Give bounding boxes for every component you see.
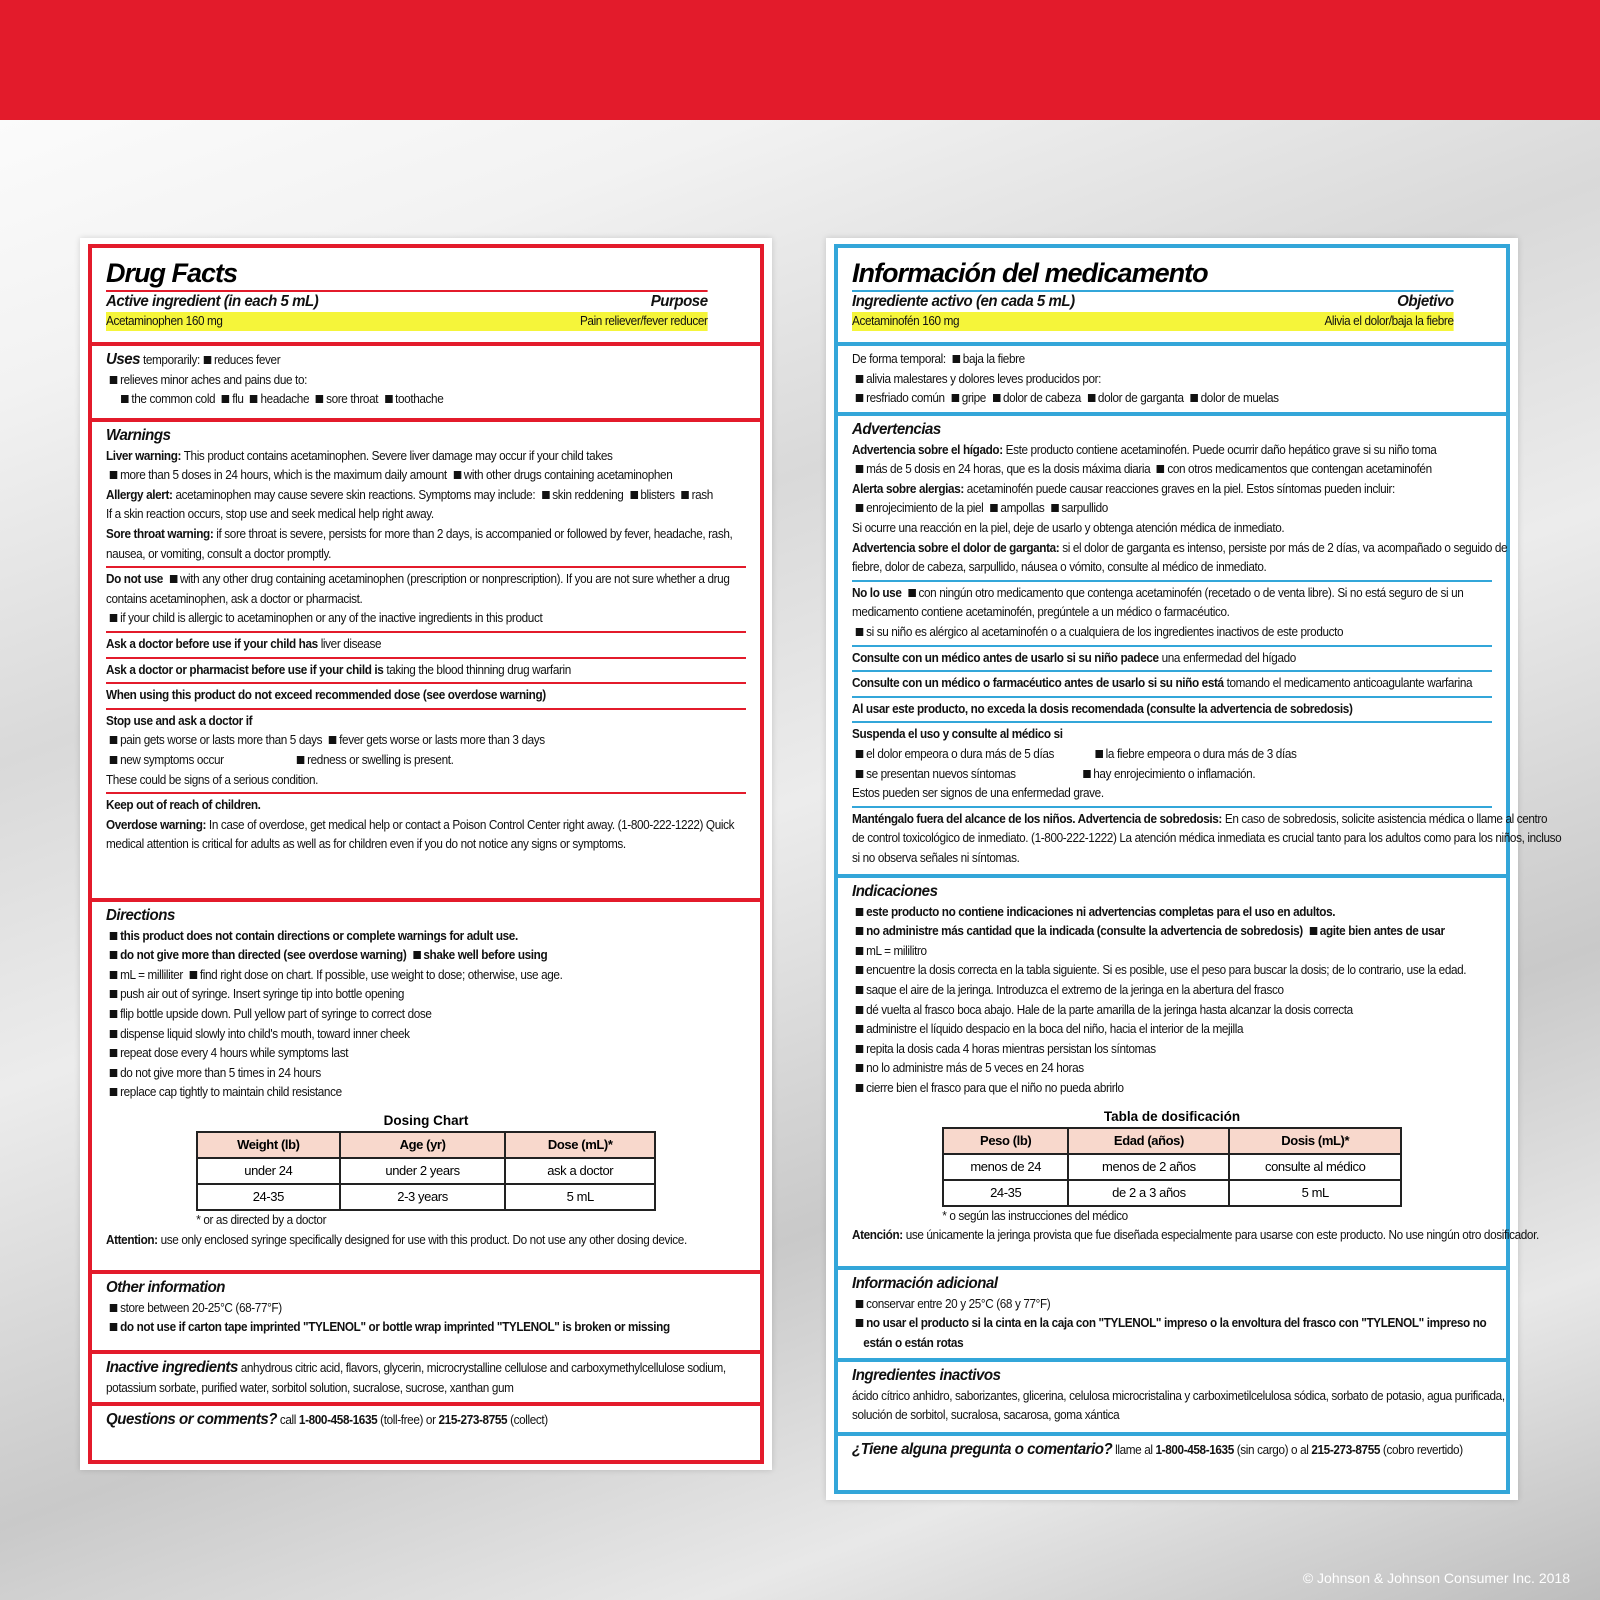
active-ingredient-section-es: Información del medicamento Ingrediente activo (en cada 5 mL) Objetivo Acetaminofén 160 mg Alivia el dolor/baja la fiebre <box>838 248 1506 346</box>
directions-section-es: Indicaciones este producto no contiene indicaciones ni advertencias completas para el uso en adultos. no administre más cantidad que la indicada (consulte la advertencia de sobredosis) agite bien antes de usar mL = mililitro encuentre la dosis correcta en la tabla siguiente. Si es posible, use el peso para buscar la dosis; de lo contrario, use la edad. saque el aire de la jeringa. Introduzca el extremo de la jeringa en la abertura del frasco dé vuelta al frasco boca abajo. Hale de la parte amarilla de la jeringa hasta alcanzar la dosis correcta administre el líquido despacio en la boca del niño, hacia el interior de la mejilla repita la dosis cada 4 horas mientras persistan los síntomas no lo administre más de 5 veces en 24 horas cierre bien el frasco para que el niño no pueda abrirlo Tabla de dosificación Peso (lb) Edad (años) Dosis (mL)* menos de 24 menos de 2 años consulte al médico 24-35 de 2 a 3 años 5 mL * o según las instrucciones del médico Atención: use únicamente la jeringa provista que fue diseñada especialmente para usarse con este producto. No use ningún otro dosificador. <box>838 878 1506 1270</box>
panel-title-es: Información del medicamento <box>852 258 1208 288</box>
dosing-table-es: Peso (lb) Edad (años) Dosis (mL)* menos de 24 menos de 2 años consulte al médico 24-35 de 2 a 3 años 5 mL <box>942 1127 1402 1207</box>
active-label: Active ingredient (in each 5 mL) <box>106 293 319 310</box>
table-row: 24-35 de 2 a 3 años 5 mL <box>943 1180 1401 1206</box>
dosing-table: Weight (lb) Age (yr) Dose (mL)* under 24 under 2 years ask a doctor 24-35 2-3 years 5 mL <box>196 1131 656 1211</box>
other-info-section: Other information store between 20-25°C (68-77°F) do not use if carton tape imprinted "TYLENOL" or bottle wrap imprinted "TYLENOL" is broken or missing <box>92 1274 760 1354</box>
active-ingredient-section <box>92 248 760 346</box>
purpose-value: Pain reliever/fever reducer <box>579 313 708 328</box>
questions-section-es: ¿Tiene alguna pregunta o comentario? llame al 1-800-458-1635 (sin cargo) o al 215-273-8755 (cobro revertido) <box>852 1441 1463 1458</box>
informacion-panel <box>826 238 1562 1500</box>
dosing-chart-title: Dosing Chart <box>383 1112 469 1128</box>
uses-section: Uses temporarily: reduces fever relieves minor aches and pains due to: the common cold flu headache sore throat toothache <box>92 346 760 422</box>
directions-heading: Directions <box>106 907 175 924</box>
table-row: menos de 24 menos de 2 años consulte al médico <box>943 1154 1401 1180</box>
uses-section-es: De forma temporal: baja la fiebre alivia malestares y dolores leves producidos por: resfriado común gripe dolor de cabeza dolor de garganta dolor de muelas <box>838 346 1506 416</box>
purpose-label: Purpose <box>650 293 708 310</box>
drug-facts-panel <box>80 238 772 1470</box>
top-red-banner <box>0 0 1600 120</box>
uses-heading: Uses <box>106 351 141 368</box>
panel-title: Drug Facts <box>106 258 238 288</box>
active-value: Acetaminophen 160 mg <box>106 313 223 328</box>
questions-section: Questions or comments? call 1-800-458-1635 (toll-free) or 215-273-8755 (collect) <box>106 1411 548 1428</box>
inactive-ingredients-section-es: Ingredientes inactivos ácido cítrico anhidro, saborizantes, glicerina, celulosa microcristalina y carboximetilcelulosa sódica, sorbato de potasio, agua purificada, solución de sorbitol, sucralosa, sacarosa, goma xántica <box>838 1362 1506 1436</box>
table-row: under 24 under 2 years ask a doctor <box>197 1158 655 1184</box>
inactive-ingredients-section: Inactive ingredients anhydrous citric acid, flavors, glycerin, microcrystalline cellulose and carboxymethylcellulose sodium, potassium sorbate, purified water, sorbitol solution, sucralose, sucrose, xanthan gum <box>92 1354 760 1406</box>
table-row: 24-35 2-3 years 5 mL <box>197 1184 655 1210</box>
warnings-heading: Warnings <box>106 427 171 444</box>
warnings-section-es: Advertencias Advertencia sobre el hígado: Este producto contiene acetaminofén. Puede ocurrir daño hepático grave si su niño toma más de 5 dosis en 24 horas, que es la dosis máxima diaria con otros medicamentos que contengan acetaminofén Alerta sobre alergias: acetaminofén puede causar reacciones graves en la piel. Estos síntomas pueden incluir: enrojecimiento de la piel ampollas sarpullido Si ocurre una reacción en la piel, deje de usarlo y obtenga atención médica de inmediato. Advertencia sobre el dolor de garganta: si el dolor de garganta es intenso, persiste por más de 2 días, va acompañado o seguido de fiebre, dolor de cabeza, sarpullido, náusea o vómito, consulte al médico de inmediato. No lo use con ningún otro medicamento que contenga acetaminofén (recetado o de venta libre). Si no está seguro de si un medicamento contiene acetaminofén, pregúntele a un médico o farmacéutico. si su niño es alérgico al acetaminofén o a cualquiera de los ingredientes inactivos de este producto Consulte con un médico antes de usarlo si su niño padece una enfermedad del hígado Consulte con un médico o farmacéutico antes de usarlo si su niño está tomando el medicamento anticoagulante warfarina Al usar este producto, no exceda la dosis recomendada (consulte la advertencia de sobredosis) Suspenda el uso y consulte al médico si el dolor empeora o dura más de 5 días la fiebre empeora o dura más de 3 días se presentan nuevos síntomas hay enrojecimiento o inflamación. Estos pueden ser signos de una enfermedad grave. Manténgalo fuera del alcance de los niños. Advertencia de sobredosis: En caso de sobredosis, solicite asistencia médica o llame al centro de control toxicológico de inmediato. (1-800-222-1222) La atención médica inmediata es crucial tanto para los adultos como para los niños, incluso si no observa señales ni síntomas. <box>838 416 1506 878</box>
copyright-text: © Johnson & Johnson Consumer Inc. 2018 <box>1302 1570 1570 1586</box>
directions-section: Directions this product does not contain directions or complete warnings for adult use. do not give more than directed (see overdose warning) shake well before using mL = milliliter find right dose on chart. If possible, use weight to dose; otherwise, use age. push air out of syringe. Insert syringe tip into bottle opening flip bottle upside down. Pull yellow part of syringe to correct dose dispense liquid slowly into child's mouth, toward inner cheek repeat dose every 4 hours while symptoms last do not give more than 5 times in 24 hours replace cap tightly to maintain child resistance Dosing Chart Weight (lb) Age (yr) Dose (mL)* under 24 under 2 years ask a doctor 24-35 2-3 years 5 mL * or as directed by a doctor Attention: use only enclosed syringe specifically designed for use with this product. Do not use any other dosing device. <box>92 902 760 1274</box>
warnings-section: Warnings Liver warning: This product contains acetaminophen. Severe liver damage may occur if your child takes more than 5 doses in 24 hours, which is the maximum daily amount with other drugs containing acetaminophen Allergy alert: acetaminophen may cause severe skin reactions. Symptoms may include: skin reddening blisters rash If a skin reaction occurs, stop use and seek medical help right away. Sore throat warning: if sore throat is severe, persists for more than 2 days, is accompanied or followed by fever, headache, rash, nausea, or vomiting, consult a doctor promptly. Do not use with any other drug containing acetaminophen (prescription or nonprescription). If you are not sure whether a drug contains acetaminophen, ask a doctor or pharmacist. if your child is allergic to acetaminophen or any of the inactive ingredients in this product Ask a doctor before use if your child has liver disease Ask a doctor or pharmacist before use if your child is taking the blood thinning drug warfarin When using this product do not exceed recommended dose (see overdose warning) Stop use and ask a doctor if pain gets worse or lasts more than 5 days fever gets worse or lasts more than 3 days new symptoms occur redness or swelling is present. These could be signs of a serious condition. Keep out of reach of children. Overdose warning: In case of overdose, get medical help or contact a Poison Control Center right away. (1-800-222-1222) Quick medical attention is critical for adults as well as for children even if you do not notice any signs or symptoms. <box>92 422 760 902</box>
other-info-section-es: Información adicional conservar entre 20 y 25°C (68 y 77°F) no usar el producto si la cinta en la caja con "TYLENOL" impreso o la envoltura del frasco con "TYLENOL" impreso no están o están rotas <box>838 1270 1506 1362</box>
